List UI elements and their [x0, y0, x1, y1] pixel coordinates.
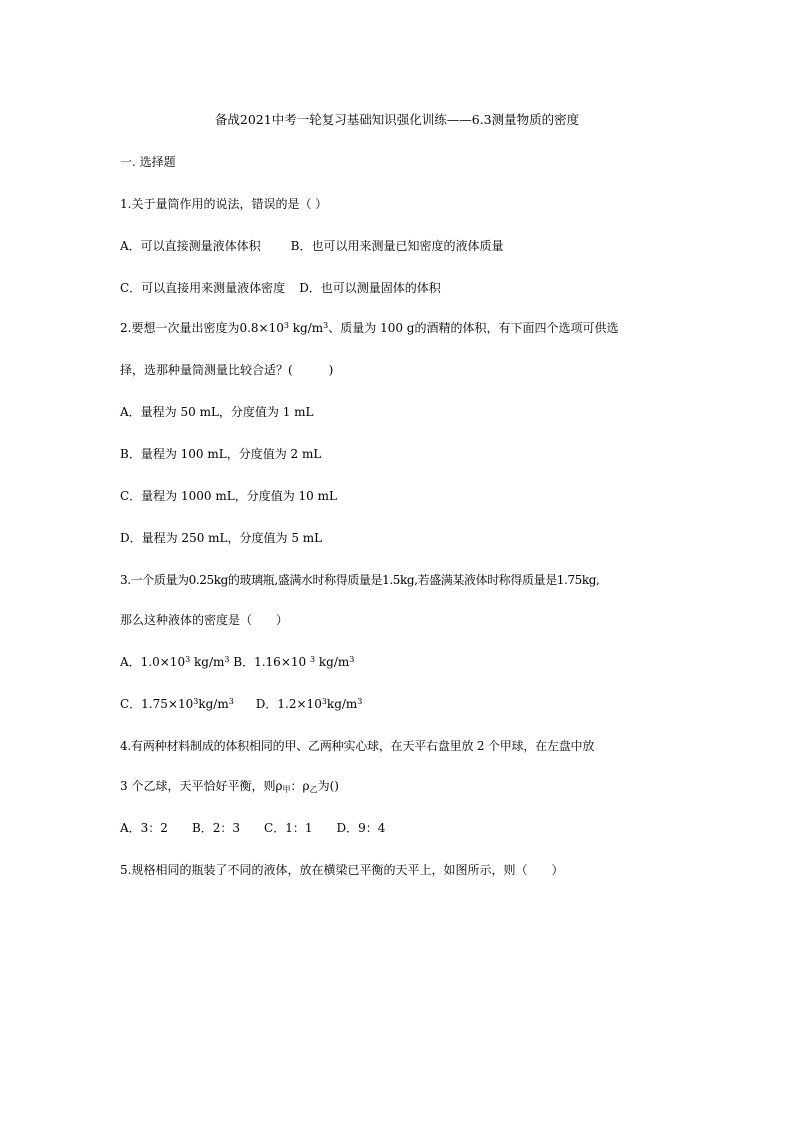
question-2-stem-line-2: 择，选那种量筒测量比较合适？( ) — [120, 363, 334, 377]
document-title: 备战2021中考一轮复习基础知识强化训练——6.3测量物质的密度 — [214, 112, 580, 127]
superscript: 3 — [309, 655, 316, 664]
question-2-stem-part: 2.要想一次量出密度为0.8×10 — [120, 321, 284, 335]
question-4-stem-part: 为() — [317, 779, 339, 793]
option-text: C．1.75×10 — [120, 697, 194, 711]
question-1-option-c: C．可以直接用来测量液体密度 — [120, 281, 286, 295]
question-3-options-row-1 — [120, 654, 754, 670]
subscript: 乙 — [309, 785, 318, 794]
question-3-option-a — [120, 655, 229, 669]
question-4-option-d: D．9：4 — [336, 821, 386, 835]
superscript: 3 — [349, 655, 355, 664]
option-unit: kg/m — [198, 697, 229, 711]
option-text: D．1.2×10 — [255, 697, 322, 711]
option-unit: kg/m — [326, 697, 358, 711]
option-text: B．1.16×10 — [229, 655, 310, 669]
question-2-stem-line-1 — [120, 320, 754, 336]
question-4-stem-part: 3 个乙球，天平恰好平衡，则ρ — [120, 779, 283, 793]
section-heading: 一. 选择题 — [120, 155, 176, 169]
superscript: 3 — [228, 697, 234, 706]
option-text: A．1.0×10 — [120, 655, 186, 669]
question-3-option-c — [120, 697, 234, 711]
superscript: 3 — [321, 697, 327, 706]
superscript: 3 — [193, 697, 199, 706]
question-3-stem-line-2: 那么这种液体的密度是（ ） — [120, 613, 289, 627]
question-1-option-a: A．可以直接测量液体体积 — [120, 239, 261, 253]
question-3-stem-line-1: 3.一个质量为0.25kg的玻璃瓶,盛满水时称得质量是1.5kg,若盛满某液体时称得质量是1.75kg, — [120, 573, 600, 587]
question-1-option-b: B．也可以用来测量已知密度的液体质量 — [290, 239, 504, 253]
option-unit: kg/m — [315, 655, 350, 669]
question-1-stem: 1.关于量筒作用的说法，错误的是（ ） — [120, 197, 328, 211]
question-4-stem-part: ：ρ — [290, 779, 310, 793]
question-4-option-c: C．1：1 — [264, 821, 313, 835]
question-4-option-b: B．2：3 — [191, 821, 241, 835]
question-1-options-row-2 — [120, 280, 754, 296]
question-4-stem-line-2 — [120, 778, 754, 794]
superscript: 3 — [224, 655, 230, 664]
question-2-option-c: C．量程为 1000 mL，分度值为 10 mL — [120, 489, 337, 503]
option-unit: kg/m — [190, 655, 225, 669]
question-4-stem-line-1: 4.有两种材料制成的体积相同的甲、乙两种实心球，在天平右盘里放 2 个甲球，在左盘中放 — [120, 739, 595, 753]
question-2-option-b: B．量程为 100 mL，分度值为 2 mL — [120, 447, 322, 461]
question-4-option-a: A．3：2 — [120, 821, 168, 835]
superscript: 3 — [283, 321, 289, 330]
question-4-options — [120, 820, 754, 836]
question-1-options-row-1 — [120, 238, 754, 254]
superscript: 3 — [185, 655, 191, 664]
question-3-option-b — [229, 655, 354, 669]
question-1-option-d: D．也可以测量固体的体积 — [299, 281, 441, 295]
subscript: 甲 — [282, 785, 291, 794]
question-3-options-row-2 — [120, 696, 754, 712]
question-5-stem: 5.规格相同的瓶装了不同的液体，放在横梁已平衡的天平上，如图所示，则（ ） — [120, 863, 564, 877]
superscript: 3 — [323, 321, 329, 330]
question-2-stem-part: 、质量为 100 g的酒精的体积，有下面四个选项可供选 — [328, 321, 619, 335]
question-2-option-a: A．量程为 50 mL，分度值为 1 mL — [120, 405, 314, 419]
question-3-option-d — [256, 697, 363, 711]
question-2-option-d: D．量程为 250 mL，分度值为 5 mL — [120, 531, 323, 545]
superscript: 3 — [357, 697, 363, 706]
question-2-stem-part: kg/m — [288, 321, 324, 335]
